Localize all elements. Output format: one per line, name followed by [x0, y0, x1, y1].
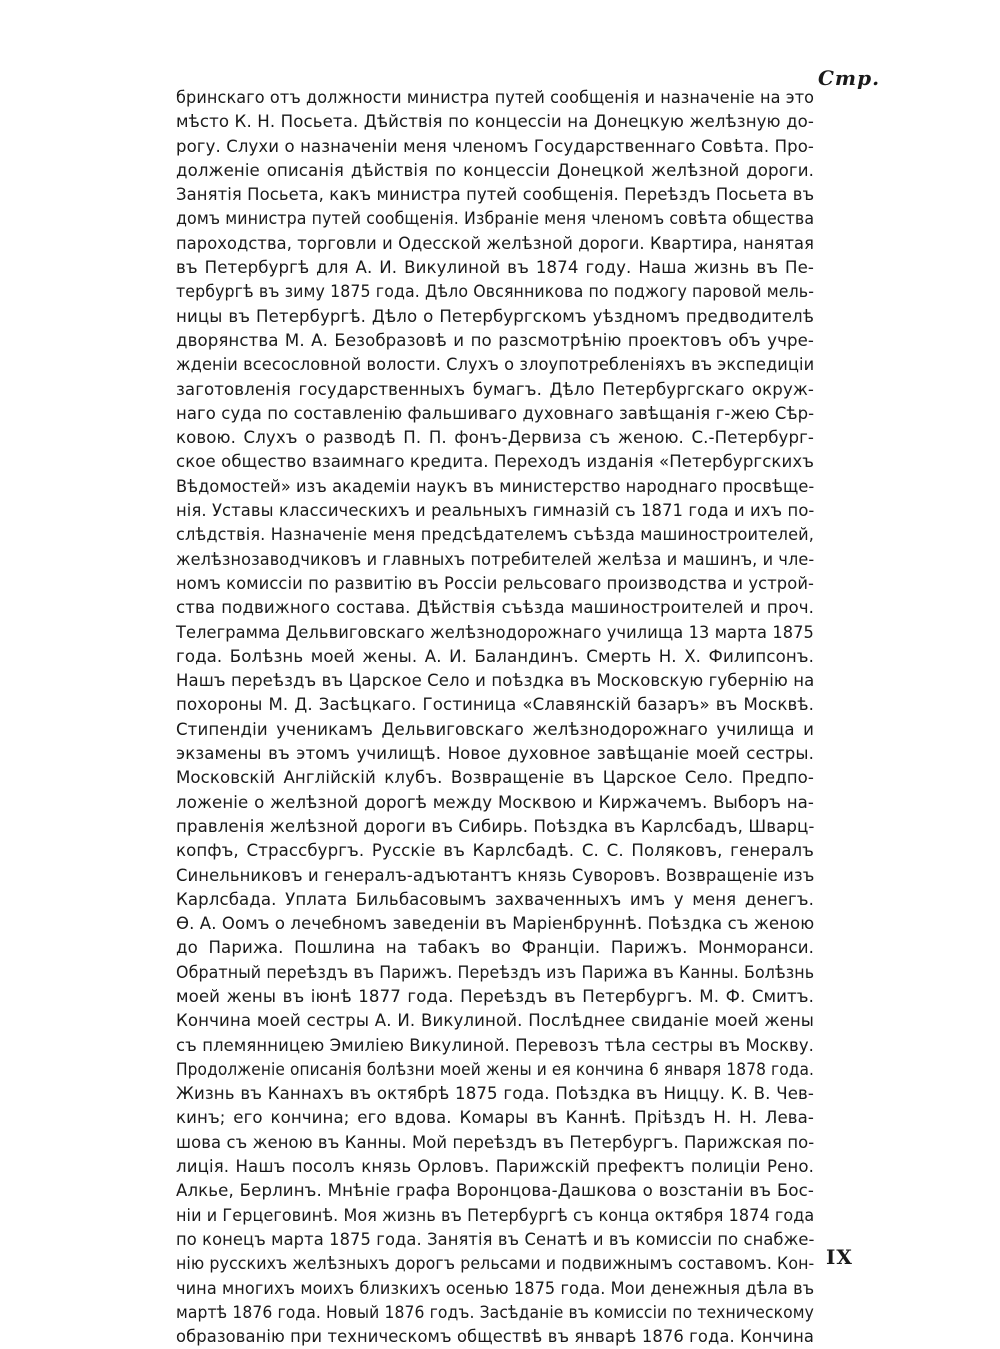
- text-line: до Парижа. Пошлина на табакъ во Франціи. Парижъ. Монморанси.: [176, 938, 814, 958]
- text-line: мартѣ 1876 года. Новый 1876 годъ. Засѣданіе въ комиссіи по техническому: [176, 1302, 814, 1322]
- text-line: наго суда по составленію фальшиваго духовнаго завѣщанія г-жею Сѣр-: [176, 403, 815, 423]
- text-line: правленія желѣзной дороги въ Сибирь. Поѣздка въ Карлсбадъ, Шварц-: [176, 816, 815, 836]
- text-line: копфъ, Страссбургъ. Русскіе въ Карлсбадѣ. С. С. Поляковъ, генералъ: [176, 841, 814, 861]
- text-line: бринскаго отъ должности министра путей сообщенія и назначеніе на это: [176, 88, 815, 107]
- text-line: ніи и Герцеговинѣ. Моя жизнь въ Петербургѣ съ конца октября 1874 года: [176, 1205, 815, 1225]
- text-line: Продолженіе описанія болѣзни моей жены и ея кончина 6 января 1878 года.: [176, 1059, 815, 1079]
- text-line: Обратный переѣздъ въ Парижъ. Переѣздъ изъ Парижа въ Канны. Болѣзнь: [176, 962, 815, 982]
- text-line: Нашъ переѣздъ въ Царское Село и поѣздка въ Московскую губернію на: [176, 671, 815, 691]
- text-line: рогу. Слухи о назначеніи меня членомъ Государственнаго Совѣта. Про-: [176, 136, 814, 156]
- text-line: Карлсбада. Уплата Бильбасовымъ захваченныхъ имъ у меня денегъ.: [176, 889, 814, 909]
- text-line: ницы въ Петербургѣ. Дѣло о Петербургскомъ уѣздномъ предводителѣ: [176, 306, 814, 326]
- text-line: домъ министра путей сообщенія. Избраніе меня членомъ совѣта общества: [176, 209, 815, 229]
- text-line: Московскій Англійскій клубъ. Возвращеніе въ Царское Село. Предпо-: [176, 768, 814, 788]
- text-line: съ племянницею Эмиліею Викулиной. Перевозъ тѣла сестры въ Москву.: [176, 1035, 815, 1055]
- text-line: заготовленія государственныхъ бумагъ. Дѣло Петербургскаго окруж-: [176, 379, 814, 399]
- text-line: Занятія Посьета, какъ министра путей сообщенія. Переѣздъ Посьета въ: [176, 185, 815, 205]
- text-line: ское общество взаимнаго кредита. Переходъ изданія «Петербургскихъ: [176, 452, 815, 472]
- text-line: по конецъ марта 1875 года. Занятія въ Сенатѣ и въ комиссіи по снабже-: [176, 1229, 815, 1249]
- text-line: Вѣдомостей» изъ академіи наукъ въ министерство народнаго просвѣще-: [176, 476, 815, 496]
- text-line: желѣзнозаводчиковъ и главныхъ потребителей желѣза и машинъ, и чле-: [176, 549, 815, 569]
- page-number: IX: [826, 1245, 853, 1269]
- text-line: номъ комиссіи по развитію въ Россіи рельсоваго производства и устрой-: [176, 573, 815, 593]
- text-line: ковою. Слухъ о разводѣ П. П. фонъ-Дервиза съ женою. С.-Петербург-: [176, 428, 814, 448]
- text-line: долженіе описанія дѣйствія по концессіи Донецкой желѣзной дороги.: [176, 160, 814, 180]
- text-line: моей жены въ іюнѣ 1877 года. Переѣздъ въ Петербургъ. М. Ф. Смитъ.: [176, 986, 814, 1006]
- text-line: Ѳ. А. Оомъ о лечебномъ заведеніи въ Маріенбруннѣ. Поѣздка съ женою: [176, 914, 815, 934]
- text-line: чина многихъ моихъ близкихъ осенью 1875 года. Мои денежныя дѣла въ: [176, 1278, 815, 1298]
- text-line: лиція. Нашъ посолъ князь Орловъ. Парижскій префектъ полиціи Рено.: [176, 1157, 814, 1177]
- text-line: Синельниковъ и генералъ-адъютантъ князь Суворовъ. Возвращеніе изъ: [176, 865, 815, 885]
- text-line: нію русскихъ желѣзныхъ дорогъ рельсами и подвижнымъ составомъ. Кон-: [176, 1254, 815, 1274]
- text-line: экзамены въ этомъ училищѣ. Новое духовное завѣщаніе моей сестры.: [176, 744, 814, 764]
- page-column-label: Стр.: [818, 66, 881, 90]
- text-line: года. Болѣзнь моей жены. А. И. Баландинъ. Смерть Н. Х. Филипсонъ.: [176, 646, 814, 666]
- text-line: похороны М. Д. Засѣцкаго. Гостиница «Славянскій базаръ» въ Москвѣ.: [176, 695, 814, 715]
- text-line: Стипендіи ученикамъ Дельвиговскаго желѣзнодорожнаго училища и: [176, 719, 814, 739]
- text-line: слѣдствія. Назначеніе меня предсѣдателемъ съѣзда машиностроителей,: [176, 525, 814, 545]
- text-line: жденіи всесословной волости. Слухъ о злоупотребленіяхъ въ экспедиціи: [176, 355, 815, 375]
- text-line: въ Петербургѣ для А. И. Викулиной въ 1874 году. Наша жизнь въ Пе-: [176, 258, 814, 278]
- text-line: нія. Уставы классическихъ и реальныхъ гимназій съ 1871 года и ихъ по-: [176, 501, 815, 521]
- text-line: дворянства М. А. Безобразовѣ и по разсмотрѣнію проектовъ объ учре-: [176, 330, 814, 350]
- text-line: пароходства, торговли и Одесской желѣзной дороги. Квартира, нанятая: [176, 233, 814, 253]
- text-line: мѣсто К. Н. Посьета. Дѣйствія по концессіи на Донецкую желѣзную до-: [176, 112, 814, 132]
- text-line: шова съ женою въ Канны. Мой переѣздъ въ Петербургъ. Парижская по-: [176, 1132, 815, 1152]
- text-line: ложеніе о желѣзной дорогѣ между Москвою и Киржачемъ. Выборъ на-: [176, 792, 814, 812]
- text-line: Телеграмма Дельвиговскаго желѣзнодорожнаго училища 13 марта 1875: [176, 622, 814, 642]
- text-line: образованію при техническомъ обществѣ въ январѣ 1876 года. Кончина: [176, 1327, 815, 1347]
- text-line: ства подвижного состава. Дѣйствія съѣзда машиностроителей и проч.: [176, 598, 814, 618]
- text-line: Алкье, Берлинъ. Мнѣніе графа Воронцова-Дашкова о возстаніи въ Бос-: [176, 1181, 814, 1201]
- table-of-contents-text: [176, 86, 814, 1349]
- text-line: Жизнь въ Каннахъ въ октябрѣ 1875 года. Поѣздка въ Ниццу. К. В. Чев-: [176, 1084, 814, 1104]
- text-line: тербургѣ въ зиму 1875 года. Дѣло Овсянникова по поджогу паровой мель-: [176, 282, 815, 302]
- text-line: кинъ; его кончина; его вдова. Комары въ Каннѣ. Пріѣздъ Н. Н. Лева-: [176, 1108, 814, 1128]
- text-line: Кончина моей сестры А. И. Викулиной. Послѣднее свиданіе моей жены: [176, 1011, 814, 1031]
